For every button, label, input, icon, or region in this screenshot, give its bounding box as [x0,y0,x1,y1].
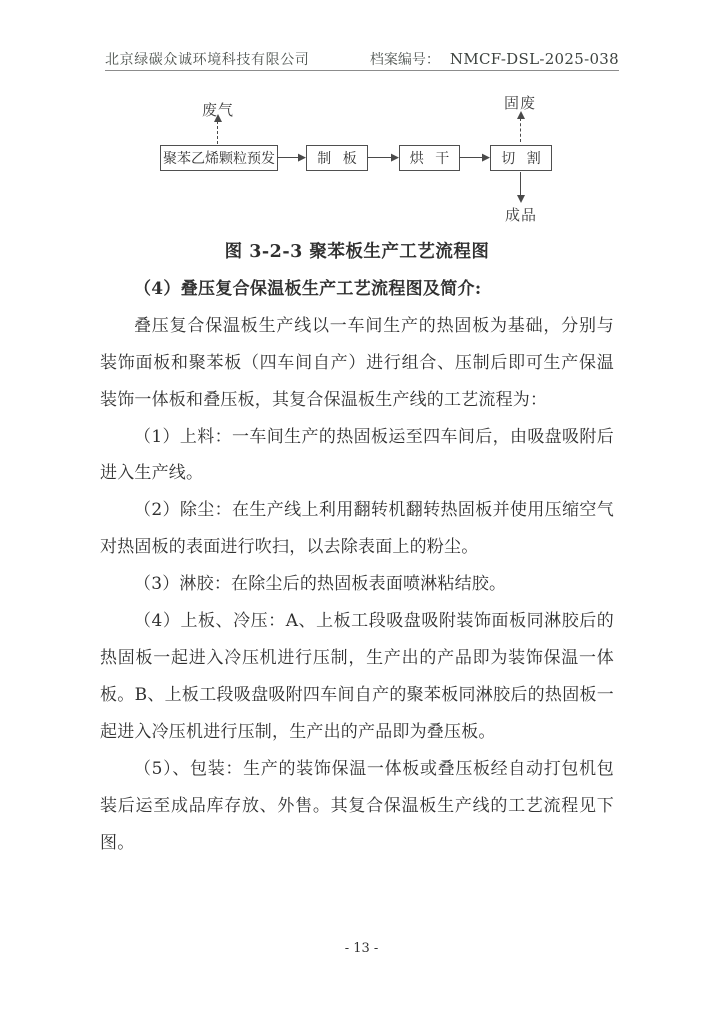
figure-caption: 图 3-2-3 聚苯板生产工艺流程图 [224,242,490,262]
paragraph-step-3: （3）淋胶：在除尘后的热固板表面喷淋粘结胶。 [134,574,507,595]
process-flowchart [0,85,723,235]
flow-arrow-2-icon [367,157,398,158]
flow-arrow-1-icon [277,157,305,158]
header-divider [105,70,619,71]
flow-arrow-3-icon [459,157,489,158]
solid-waste-label: 固废 [503,94,536,112]
section-heading: （4）叠压复合保温板生产工艺流程图及简介: [134,278,482,299]
process-box-drying: 烘 干 [399,145,460,171]
waste-gas-arrow-icon [217,121,218,144]
header-company-name: 北京绿碳众诚环境科技有限公司 [105,52,310,68]
product-label: 成品 [504,206,537,224]
solid-waste-arrow-icon [520,118,521,142]
file-number-value: NMCF-DSL-2025-038 [449,50,619,68]
file-number-label: 档案编号： [369,52,440,68]
process-box-cutting: 切 割 [490,145,552,171]
page-number: - 13 - [344,941,379,956]
document-body [100,234,614,861]
waste-gas-label: 废气 [201,101,234,119]
paragraph-step-1: （1）上料：一车间生产的热固板运至四车间后，由吸盘吸附后进入生产线。 [100,426,614,484]
paragraph-step-4: （4）上板、冷压：A、上板工段吸盘吸附装饰面板同淋胶后的热固板一起进入冷压机进行压制，生产出的产品即为装饰保温一体板。B、上板工段吸盘吸附四车间自产的聚苯板同淋胶后的热固板一起进入冷压机进行压制，生产出的产品即为叠压板。 [100,611,614,742]
paragraph-intro: 叠压复合保温板生产线以一车间生产的热固板为基础，分别与装饰面板和聚苯板（四车间自产）进行组合、压制后即可生产保温装饰一体板和叠压板，其复合保温板生产线的工艺流程为： [100,315,614,410]
process-box-board-making: 制 板 [306,145,368,171]
header-file-number-group [370,49,619,69]
process-box-pre-expansion: 聚苯乙烯颗粒预发 [160,145,278,171]
paragraph-step-5: （5）、包装：生产的装饰保温一体板或叠压板经自动打包机包装后运至成品库存放、外售。其复合保温板生产线的工艺流程见下图。 [100,758,614,853]
product-arrow-icon [520,172,521,196]
paragraph-step-2: （2）除尘：在生产线上利用翻转机翻转热固板并使用压缩空气对热固板的表面进行吹扫，以去除表面上的粉尘。 [100,500,614,558]
